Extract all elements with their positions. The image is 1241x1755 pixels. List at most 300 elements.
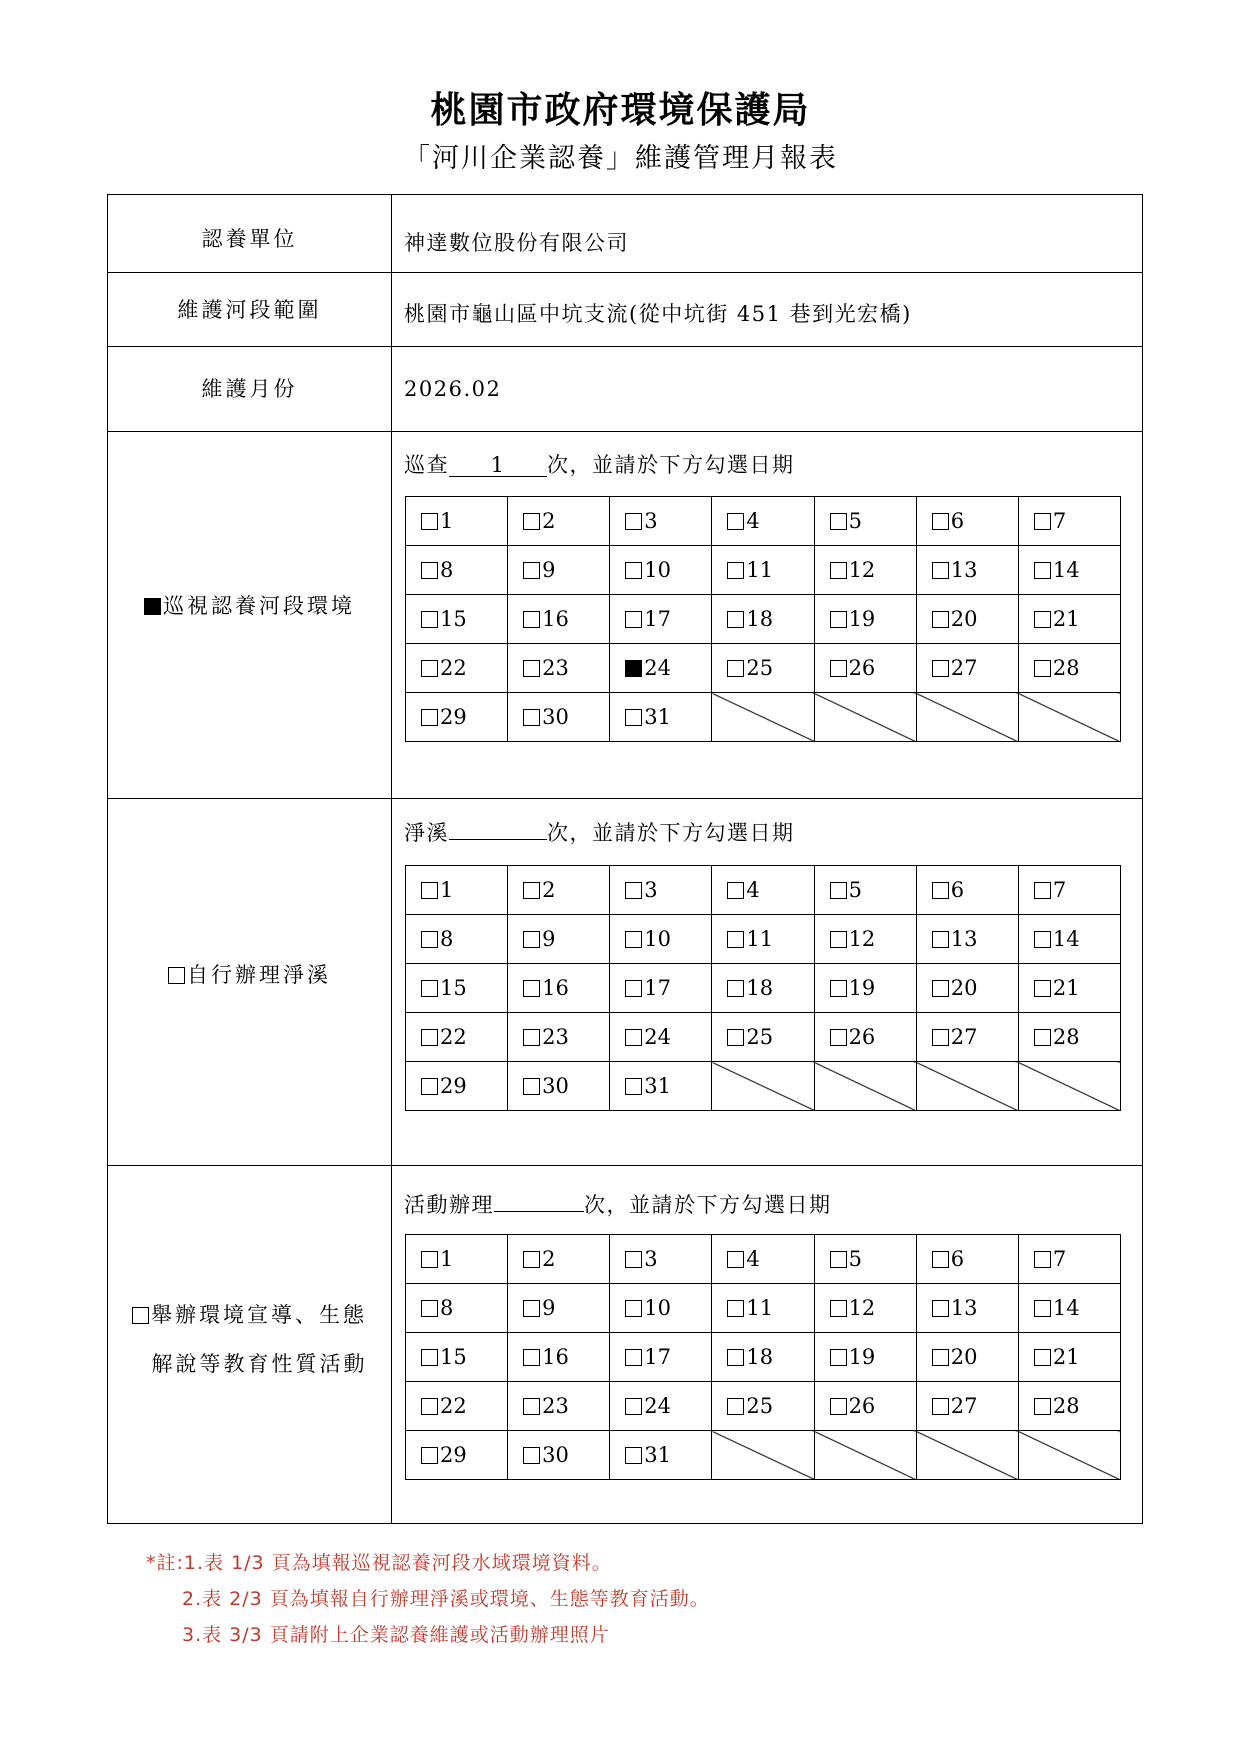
- date-checkbox[interactable]: [932, 562, 949, 579]
- section-label-text: 巡視認養河段環境: [163, 594, 355, 618]
- date-checkbox[interactable]: [727, 882, 744, 899]
- date-checkbox[interactable]: [1034, 1349, 1051, 1366]
- date-number: 9: [542, 927, 556, 951]
- date-checkbox[interactable]: [830, 1029, 847, 1046]
- date-cell[interactable]: [406, 693, 508, 742]
- date-checkbox[interactable]: [1034, 611, 1051, 628]
- date-checkbox[interactable]: [727, 1251, 744, 1268]
- empty-date-cell: [1018, 1062, 1120, 1111]
- date-row: [406, 1333, 1121, 1382]
- date-cell[interactable]: [1018, 1382, 1120, 1431]
- month-value: 2026.02: [404, 377, 502, 401]
- date-checkbox[interactable]: [523, 1447, 540, 1464]
- date-row: [406, 1284, 1121, 1333]
- date-cell[interactable]: [610, 595, 712, 644]
- date-checkbox[interactable]: [830, 1251, 847, 1268]
- section-label-text: 舉辦環境宣導、生態: [151, 1303, 367, 1327]
- date-cell[interactable]: [712, 644, 814, 693]
- date-cell[interactable]: [814, 964, 916, 1013]
- date-checkbox[interactable]: [421, 882, 438, 899]
- date-checkbox[interactable]: [625, 1349, 642, 1366]
- date-number: 27: [950, 656, 978, 680]
- date-cell[interactable]: [610, 1062, 712, 1111]
- date-checkbox[interactable]: [727, 660, 744, 677]
- date-number: 5: [848, 509, 862, 533]
- date-cell[interactable]: [712, 1382, 814, 1431]
- date-checkbox[interactable]: [625, 1078, 642, 1095]
- section-checkbox[interactable]: [132, 1307, 149, 1324]
- empty-date-cell: [1018, 1431, 1120, 1480]
- date-row: [406, 1062, 1121, 1111]
- date-cell[interactable]: [814, 644, 916, 693]
- date-number: 28: [1052, 1025, 1080, 1049]
- date-number: 14: [1052, 927, 1080, 951]
- date-number: 7: [1052, 509, 1067, 533]
- date-checkbox[interactable]: [830, 1349, 847, 1366]
- date-cell[interactable]: [814, 1013, 916, 1062]
- date-cell[interactable]: [508, 1382, 610, 1431]
- date-cell[interactable]: [1018, 866, 1120, 915]
- date-checkbox[interactable]: [932, 1398, 949, 1415]
- section-label-patrol: [108, 582, 391, 630]
- date-cell[interactable]: [916, 964, 1018, 1013]
- date-number: 24: [644, 1394, 672, 1418]
- date-checkbox[interactable]: [523, 980, 540, 997]
- date-checkbox[interactable]: [421, 709, 438, 726]
- date-checkbox[interactable]: [1034, 660, 1051, 677]
- date-cell[interactable]: [406, 497, 508, 546]
- date-checkbox[interactable]: [523, 931, 540, 948]
- date-checkbox[interactable]: [625, 709, 642, 726]
- count-prefix: 淨溪: [404, 821, 449, 845]
- date-checkbox[interactable]: [727, 980, 744, 997]
- date-cell[interactable]: [916, 1382, 1018, 1431]
- date-checkbox[interactable]: [727, 611, 744, 628]
- date-cell[interactable]: [610, 1235, 712, 1284]
- date-checkbox[interactable]: [932, 611, 949, 628]
- date-cell[interactable]: [508, 1333, 610, 1382]
- date-cell[interactable]: [508, 497, 610, 546]
- date-number: 24: [644, 656, 672, 680]
- empty-date-cell: [814, 693, 916, 742]
- date-checkbox[interactable]: [523, 660, 540, 677]
- date-cell[interactable]: [916, 644, 1018, 693]
- date-cell[interactable]: [712, 1284, 814, 1333]
- empty-date-cell: [814, 1062, 916, 1111]
- date-checkbox[interactable]: [1034, 931, 1051, 948]
- row-divider: [108, 798, 1142, 799]
- date-cell[interactable]: [712, 964, 814, 1013]
- date-checkbox[interactable]: [932, 1349, 949, 1366]
- note-line-2: 2.表 2/3 頁為填報自行辦理淨溪或環境、生態等教育活動。: [182, 1588, 710, 1610]
- date-cell[interactable]: [814, 595, 916, 644]
- date-cell[interactable]: [916, 1333, 1018, 1382]
- date-number: 30: [542, 1443, 569, 1467]
- date-number: 16: [542, 607, 569, 631]
- date-cell[interactable]: [814, 1333, 916, 1382]
- date-cell[interactable]: [1018, 497, 1120, 546]
- date-cell[interactable]: [406, 915, 508, 964]
- date-cell[interactable]: [406, 1333, 508, 1382]
- date-number: 9: [542, 558, 556, 582]
- date-checkbox[interactable]: [830, 980, 847, 997]
- date-cell[interactable]: [1018, 1235, 1120, 1284]
- date-checkbox[interactable]: [625, 611, 642, 628]
- date-cell[interactable]: [814, 915, 916, 964]
- date-cell[interactable]: [1018, 644, 1120, 693]
- date-cell[interactable]: [814, 1284, 916, 1333]
- section-label-text: 自行辦理淨溪: [187, 963, 331, 987]
- page-subtitle: 「河川企業認養」維護管理月報表: [403, 143, 838, 174]
- date-cell[interactable]: [1018, 1333, 1120, 1382]
- date-checkbox[interactable]: [421, 1447, 438, 1464]
- date-cell[interactable]: [508, 546, 610, 595]
- date-checkbox[interactable]: [625, 562, 642, 579]
- count-blank[interactable]: [449, 839, 547, 840]
- date-number: 5: [848, 878, 862, 902]
- date-checkbox[interactable]: [830, 562, 847, 579]
- date-cell[interactable]: [406, 1013, 508, 1062]
- date-number: 11: [746, 927, 774, 951]
- date-number: 12: [848, 1296, 876, 1320]
- date-row: [406, 964, 1121, 1013]
- count-value: 1: [490, 453, 506, 477]
- date-checkbox[interactable]: [523, 1349, 540, 1366]
- date-checkbox[interactable]: [727, 562, 744, 579]
- date-number: 21: [1052, 976, 1080, 1000]
- date-checkbox[interactable]: [523, 1029, 540, 1046]
- date-checkbox[interactable]: [1034, 562, 1051, 579]
- section-label-text: 解說等教育性質活動: [151, 1352, 368, 1376]
- date-cell[interactable]: [406, 1382, 508, 1431]
- date-checkbox[interactable]: [421, 660, 438, 677]
- date-cell[interactable]: [406, 1062, 508, 1111]
- date-cell[interactable]: [610, 1333, 712, 1382]
- date-row: [406, 693, 1121, 742]
- date-checkbox[interactable]: [523, 513, 540, 530]
- date-checkbox[interactable]: [523, 1078, 540, 1095]
- date-number: 18: [746, 1345, 774, 1369]
- row-divider: [108, 272, 1142, 273]
- date-cell[interactable]: [610, 1382, 712, 1431]
- date-checkbox[interactable]: [1034, 882, 1051, 899]
- date-checkbox[interactable]: [625, 660, 642, 677]
- date-checkbox[interactable]: [421, 1078, 438, 1095]
- date-cell[interactable]: [508, 866, 610, 915]
- date-checkbox[interactable]: [421, 1349, 438, 1366]
- date-number: 30: [542, 1074, 569, 1098]
- date-number: 27: [950, 1025, 978, 1049]
- count-suffix: 次，並請於下方勾選日期: [547, 453, 795, 477]
- date-number: 11: [746, 1296, 774, 1320]
- date-row: [406, 1013, 1121, 1062]
- date-number: 14: [1052, 1296, 1080, 1320]
- date-cell[interactable]: [406, 964, 508, 1013]
- date-checkbox[interactable]: [625, 1447, 642, 1464]
- date-cell[interactable]: [712, 1333, 814, 1382]
- date-checkbox[interactable]: [1034, 1251, 1051, 1268]
- date-cell[interactable]: [916, 915, 1018, 964]
- date-cell[interactable]: [712, 915, 814, 964]
- date-cell[interactable]: [508, 1062, 610, 1111]
- date-number: 8: [440, 927, 454, 951]
- date-number: 3: [644, 878, 658, 902]
- date-number: 10: [644, 1296, 672, 1320]
- date-checkbox[interactable]: [421, 1029, 438, 1046]
- date-number: 24: [644, 1025, 672, 1049]
- date-cell[interactable]: [916, 595, 1018, 644]
- date-number: 23: [542, 1025, 569, 1049]
- date-checkbox[interactable]: [727, 513, 744, 530]
- date-checkbox[interactable]: [830, 882, 847, 899]
- date-cell[interactable]: [1018, 1013, 1120, 1062]
- report-form: [107, 194, 1143, 1524]
- note-line-3: 3.表 3/3 頁請附上企業認養維護或活動辦理照片: [182, 1624, 610, 1646]
- date-number: 26: [848, 1025, 876, 1049]
- date-cell[interactable]: [1018, 1284, 1120, 1333]
- date-checkbox[interactable]: [830, 931, 847, 948]
- date-number: 9: [542, 1296, 556, 1320]
- date-cell[interactable]: [916, 1284, 1018, 1333]
- date-cell[interactable]: [1018, 915, 1120, 964]
- date-cell[interactable]: [610, 644, 712, 693]
- date-cell[interactable]: [508, 595, 610, 644]
- empty-date-cell: [916, 1431, 1018, 1480]
- date-checkbox[interactable]: [625, 980, 642, 997]
- date-checkbox[interactable]: [830, 660, 847, 677]
- date-grid-education: [405, 1234, 1121, 1480]
- empty-date-cell: [916, 1062, 1018, 1111]
- date-checkbox[interactable]: [830, 1300, 847, 1317]
- date-checkbox[interactable]: [523, 562, 540, 579]
- date-cell[interactable]: [916, 497, 1018, 546]
- section-label-education: [108, 1291, 391, 1389]
- date-cell[interactable]: [814, 546, 916, 595]
- note-line-1: *註:1.表 1/3 頁為填報巡視認養河段水域環境資料。: [146, 1552, 612, 1574]
- date-cell[interactable]: [406, 644, 508, 693]
- date-cell[interactable]: [610, 693, 712, 742]
- date-number: 27: [950, 1394, 978, 1418]
- date-number: 22: [440, 656, 467, 680]
- date-checkbox[interactable]: [625, 1300, 642, 1317]
- date-number: 13: [950, 558, 978, 582]
- date-cell[interactable]: [508, 964, 610, 1013]
- date-row: [406, 1431, 1121, 1480]
- date-number: 13: [950, 927, 978, 951]
- date-checkbox[interactable]: [932, 1251, 949, 1268]
- date-cell[interactable]: [712, 546, 814, 595]
- date-cell[interactable]: [712, 866, 814, 915]
- date-cell[interactable]: [610, 1013, 712, 1062]
- date-number: 30: [542, 705, 569, 729]
- date-number: 8: [440, 1296, 454, 1320]
- date-number: 7: [1052, 878, 1067, 902]
- date-number: 28: [1052, 656, 1080, 680]
- date-number: 19: [848, 976, 876, 1000]
- date-row: [406, 595, 1121, 644]
- page-title: 桃園市政府環境保護局: [430, 89, 811, 131]
- date-number: 26: [848, 656, 876, 680]
- date-cell[interactable]: [508, 1431, 610, 1480]
- date-checkbox[interactable]: [523, 611, 540, 628]
- section-count-cleanup: [404, 817, 795, 847]
- date-cell[interactable]: [508, 693, 610, 742]
- date-checkbox[interactable]: [1034, 1398, 1051, 1415]
- date-cell[interactable]: [508, 915, 610, 964]
- date-checkbox[interactable]: [1034, 1300, 1051, 1317]
- count-prefix: 活動辦理: [404, 1193, 494, 1217]
- date-cell[interactable]: [916, 1013, 1018, 1062]
- date-cell[interactable]: [712, 1235, 814, 1284]
- date-cell[interactable]: [610, 1284, 712, 1333]
- date-checkbox[interactable]: [830, 1398, 847, 1415]
- date-checkbox[interactable]: [932, 1029, 949, 1046]
- date-cell[interactable]: [916, 866, 1018, 915]
- count-blank[interactable]: [494, 1211, 584, 1212]
- empty-date-cell: [712, 693, 814, 742]
- date-checkbox[interactable]: [625, 1398, 642, 1415]
- date-cell[interactable]: [610, 546, 712, 595]
- unit-label: 認養單位: [201, 227, 298, 251]
- date-cell[interactable]: [610, 497, 712, 546]
- date-checkbox[interactable]: [625, 1251, 642, 1268]
- date-checkbox[interactable]: [1034, 1029, 1051, 1046]
- date-checkbox[interactable]: [625, 1029, 642, 1046]
- date-checkbox[interactable]: [421, 562, 438, 579]
- date-cell[interactable]: [814, 866, 916, 915]
- date-checkbox[interactable]: [523, 1398, 540, 1415]
- date-cell[interactable]: [712, 497, 814, 546]
- date-cell[interactable]: [406, 1431, 508, 1480]
- date-checkbox[interactable]: [625, 931, 642, 948]
- date-number: 11: [746, 558, 774, 582]
- date-checkbox[interactable]: [523, 1251, 540, 1268]
- date-number: 4: [746, 509, 760, 533]
- date-number: 17: [644, 1345, 672, 1369]
- date-row: [406, 497, 1121, 546]
- date-checkbox[interactable]: [421, 1251, 438, 1268]
- date-checkbox[interactable]: [625, 882, 642, 899]
- date-cell[interactable]: [610, 964, 712, 1013]
- date-cell[interactable]: [1018, 964, 1120, 1013]
- date-number: 25: [746, 1025, 774, 1049]
- date-cell[interactable]: [406, 546, 508, 595]
- date-number: 25: [746, 656, 774, 680]
- date-cell[interactable]: [508, 1235, 610, 1284]
- date-number: 17: [644, 607, 672, 631]
- date-number: 31: [644, 1074, 672, 1098]
- date-checkbox[interactable]: [421, 931, 438, 948]
- section-count-education: [404, 1189, 832, 1219]
- date-cell[interactable]: [814, 1235, 916, 1284]
- date-checkbox[interactable]: [932, 931, 949, 948]
- date-checkbox[interactable]: [523, 882, 540, 899]
- date-checkbox[interactable]: [932, 882, 949, 899]
- date-number: 8: [440, 558, 454, 582]
- month-label: 維護月份: [201, 377, 298, 401]
- date-cell[interactable]: [406, 866, 508, 915]
- row-divider: [108, 431, 1142, 432]
- date-checkbox[interactable]: [932, 980, 949, 997]
- date-checkbox[interactable]: [727, 1029, 744, 1046]
- row-divider: [108, 1165, 1142, 1166]
- date-checkbox[interactable]: [727, 1398, 744, 1415]
- date-checkbox[interactable]: [421, 611, 438, 628]
- date-number: 6: [950, 1247, 965, 1271]
- date-number: 29: [440, 1443, 467, 1467]
- date-cell[interactable]: [916, 546, 1018, 595]
- date-checkbox[interactable]: [1034, 980, 1051, 997]
- date-checkbox[interactable]: [523, 709, 540, 726]
- date-number: 15: [440, 976, 467, 1000]
- date-number: 13: [950, 1296, 978, 1320]
- date-number: 4: [746, 878, 760, 902]
- date-checkbox[interactable]: [421, 513, 438, 530]
- date-grid-cleanup: [405, 865, 1121, 1111]
- date-cell[interactable]: [406, 1235, 508, 1284]
- date-cell[interactable]: [508, 1284, 610, 1333]
- date-checkbox[interactable]: [1034, 513, 1051, 530]
- date-cell[interactable]: [610, 915, 712, 964]
- date-checkbox[interactable]: [421, 1398, 438, 1415]
- date-cell[interactable]: [508, 644, 610, 693]
- date-cell[interactable]: [508, 1013, 610, 1062]
- date-cell[interactable]: [610, 1431, 712, 1480]
- date-checkbox[interactable]: [727, 931, 744, 948]
- date-number: 26: [848, 1394, 876, 1418]
- date-cell[interactable]: [712, 595, 814, 644]
- date-cell[interactable]: [406, 595, 508, 644]
- date-checkbox[interactable]: [932, 513, 949, 530]
- date-checkbox[interactable]: [625, 513, 642, 530]
- date-cell[interactable]: [712, 1013, 814, 1062]
- date-checkbox[interactable]: [727, 1300, 744, 1317]
- date-number: 14: [1052, 558, 1080, 582]
- date-number: 20: [950, 976, 978, 1000]
- date-cell[interactable]: [916, 1235, 1018, 1284]
- date-checkbox[interactable]: [523, 1300, 540, 1317]
- date-checkbox[interactable]: [421, 1300, 438, 1317]
- date-checkbox[interactable]: [932, 1300, 949, 1317]
- section-checkbox[interactable]: [144, 598, 161, 615]
- empty-date-cell: [1018, 693, 1120, 742]
- date-number: 29: [440, 1074, 467, 1098]
- date-number: 15: [440, 1345, 467, 1369]
- date-number: 28: [1052, 1394, 1080, 1418]
- date-cell[interactable]: [610, 866, 712, 915]
- date-number: 6: [950, 509, 965, 533]
- date-cell[interactable]: [406, 1284, 508, 1333]
- date-number: 2: [542, 509, 556, 533]
- date-cell[interactable]: [814, 497, 916, 546]
- date-number: 1: [440, 509, 454, 533]
- date-checkbox[interactable]: [727, 1349, 744, 1366]
- section-checkbox[interactable]: [168, 967, 185, 984]
- date-cell[interactable]: [1018, 595, 1120, 644]
- date-row: [406, 1382, 1121, 1431]
- date-checkbox[interactable]: [932, 660, 949, 677]
- date-checkbox[interactable]: [830, 513, 847, 530]
- date-number: 5: [848, 1247, 862, 1271]
- date-checkbox[interactable]: [830, 611, 847, 628]
- date-cell[interactable]: [814, 1382, 916, 1431]
- section-count-patrol: [404, 449, 795, 479]
- date-checkbox[interactable]: [421, 980, 438, 997]
- date-cell[interactable]: [1018, 546, 1120, 595]
- count-blank[interactable]: [449, 454, 547, 477]
- date-number: 21: [1052, 607, 1080, 631]
- count-prefix: 巡查: [404, 453, 449, 477]
